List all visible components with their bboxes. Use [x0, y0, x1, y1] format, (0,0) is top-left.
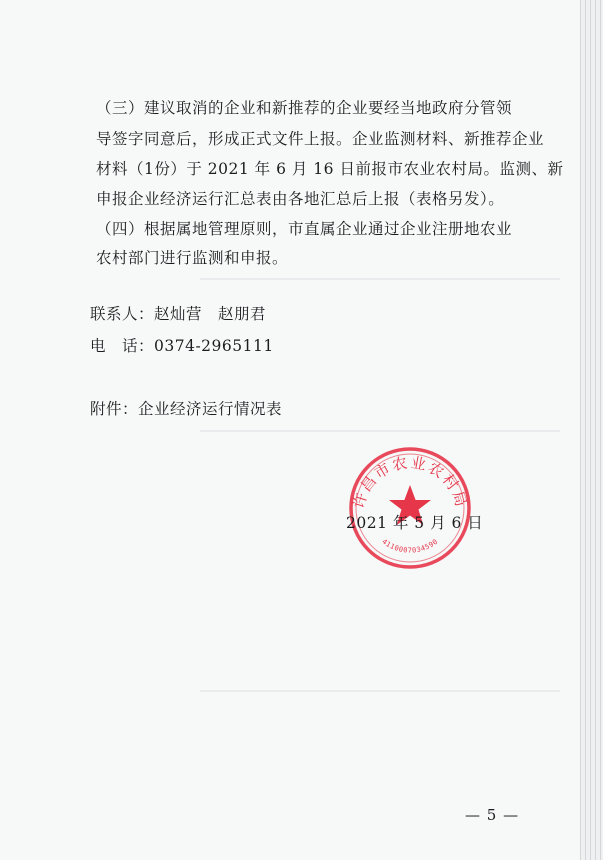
- contact-person: 联系人：赵灿营 赵朋君: [90, 305, 267, 323]
- seal-text: 许昌市农业农村局: [349, 453, 471, 511]
- document-date: 2021 年 5 月 6 日: [346, 514, 484, 532]
- page-stack-edge: [600, 0, 601, 860]
- page-stack-edge: [580, 0, 581, 860]
- para3-line1: （三）建议取消的企业和新推荐的企业要经当地政府分管领: [96, 99, 513, 117]
- bleed-through-line: [200, 690, 560, 692]
- attachment-label: 附件：企业经济运行情况表: [90, 400, 283, 418]
- para4-line2: 农村部门进行监测和申报。: [96, 249, 289, 267]
- page-stack-edge: [585, 0, 586, 860]
- para3-line4: 申报企业经济运行汇总表由各地汇总后上报（表格另发）。: [96, 190, 505, 208]
- para3-line2: 导签字同意后，形成正式文件上报。企业监测材料、新推荐企业: [96, 130, 545, 148]
- para3-line3: 材料（1份）于 2021 年 6 月 16 日前报市农业农村局。监测、新: [96, 160, 564, 178]
- bleed-through-line: [200, 430, 560, 432]
- page-stack-edge: [595, 0, 596, 860]
- page-number: — 5 —: [465, 806, 520, 824]
- contact-phone: 电 话：0374-2965111: [90, 337, 274, 355]
- page-stack-edge: [590, 0, 591, 860]
- para4-line1: （四）根据属地管理原则，市直属企业通过企业注册地农业: [96, 220, 513, 238]
- official-seal: [345, 443, 475, 573]
- bleed-through-line: [200, 278, 560, 280]
- seal-code: 4110007034590: [380, 537, 440, 555]
